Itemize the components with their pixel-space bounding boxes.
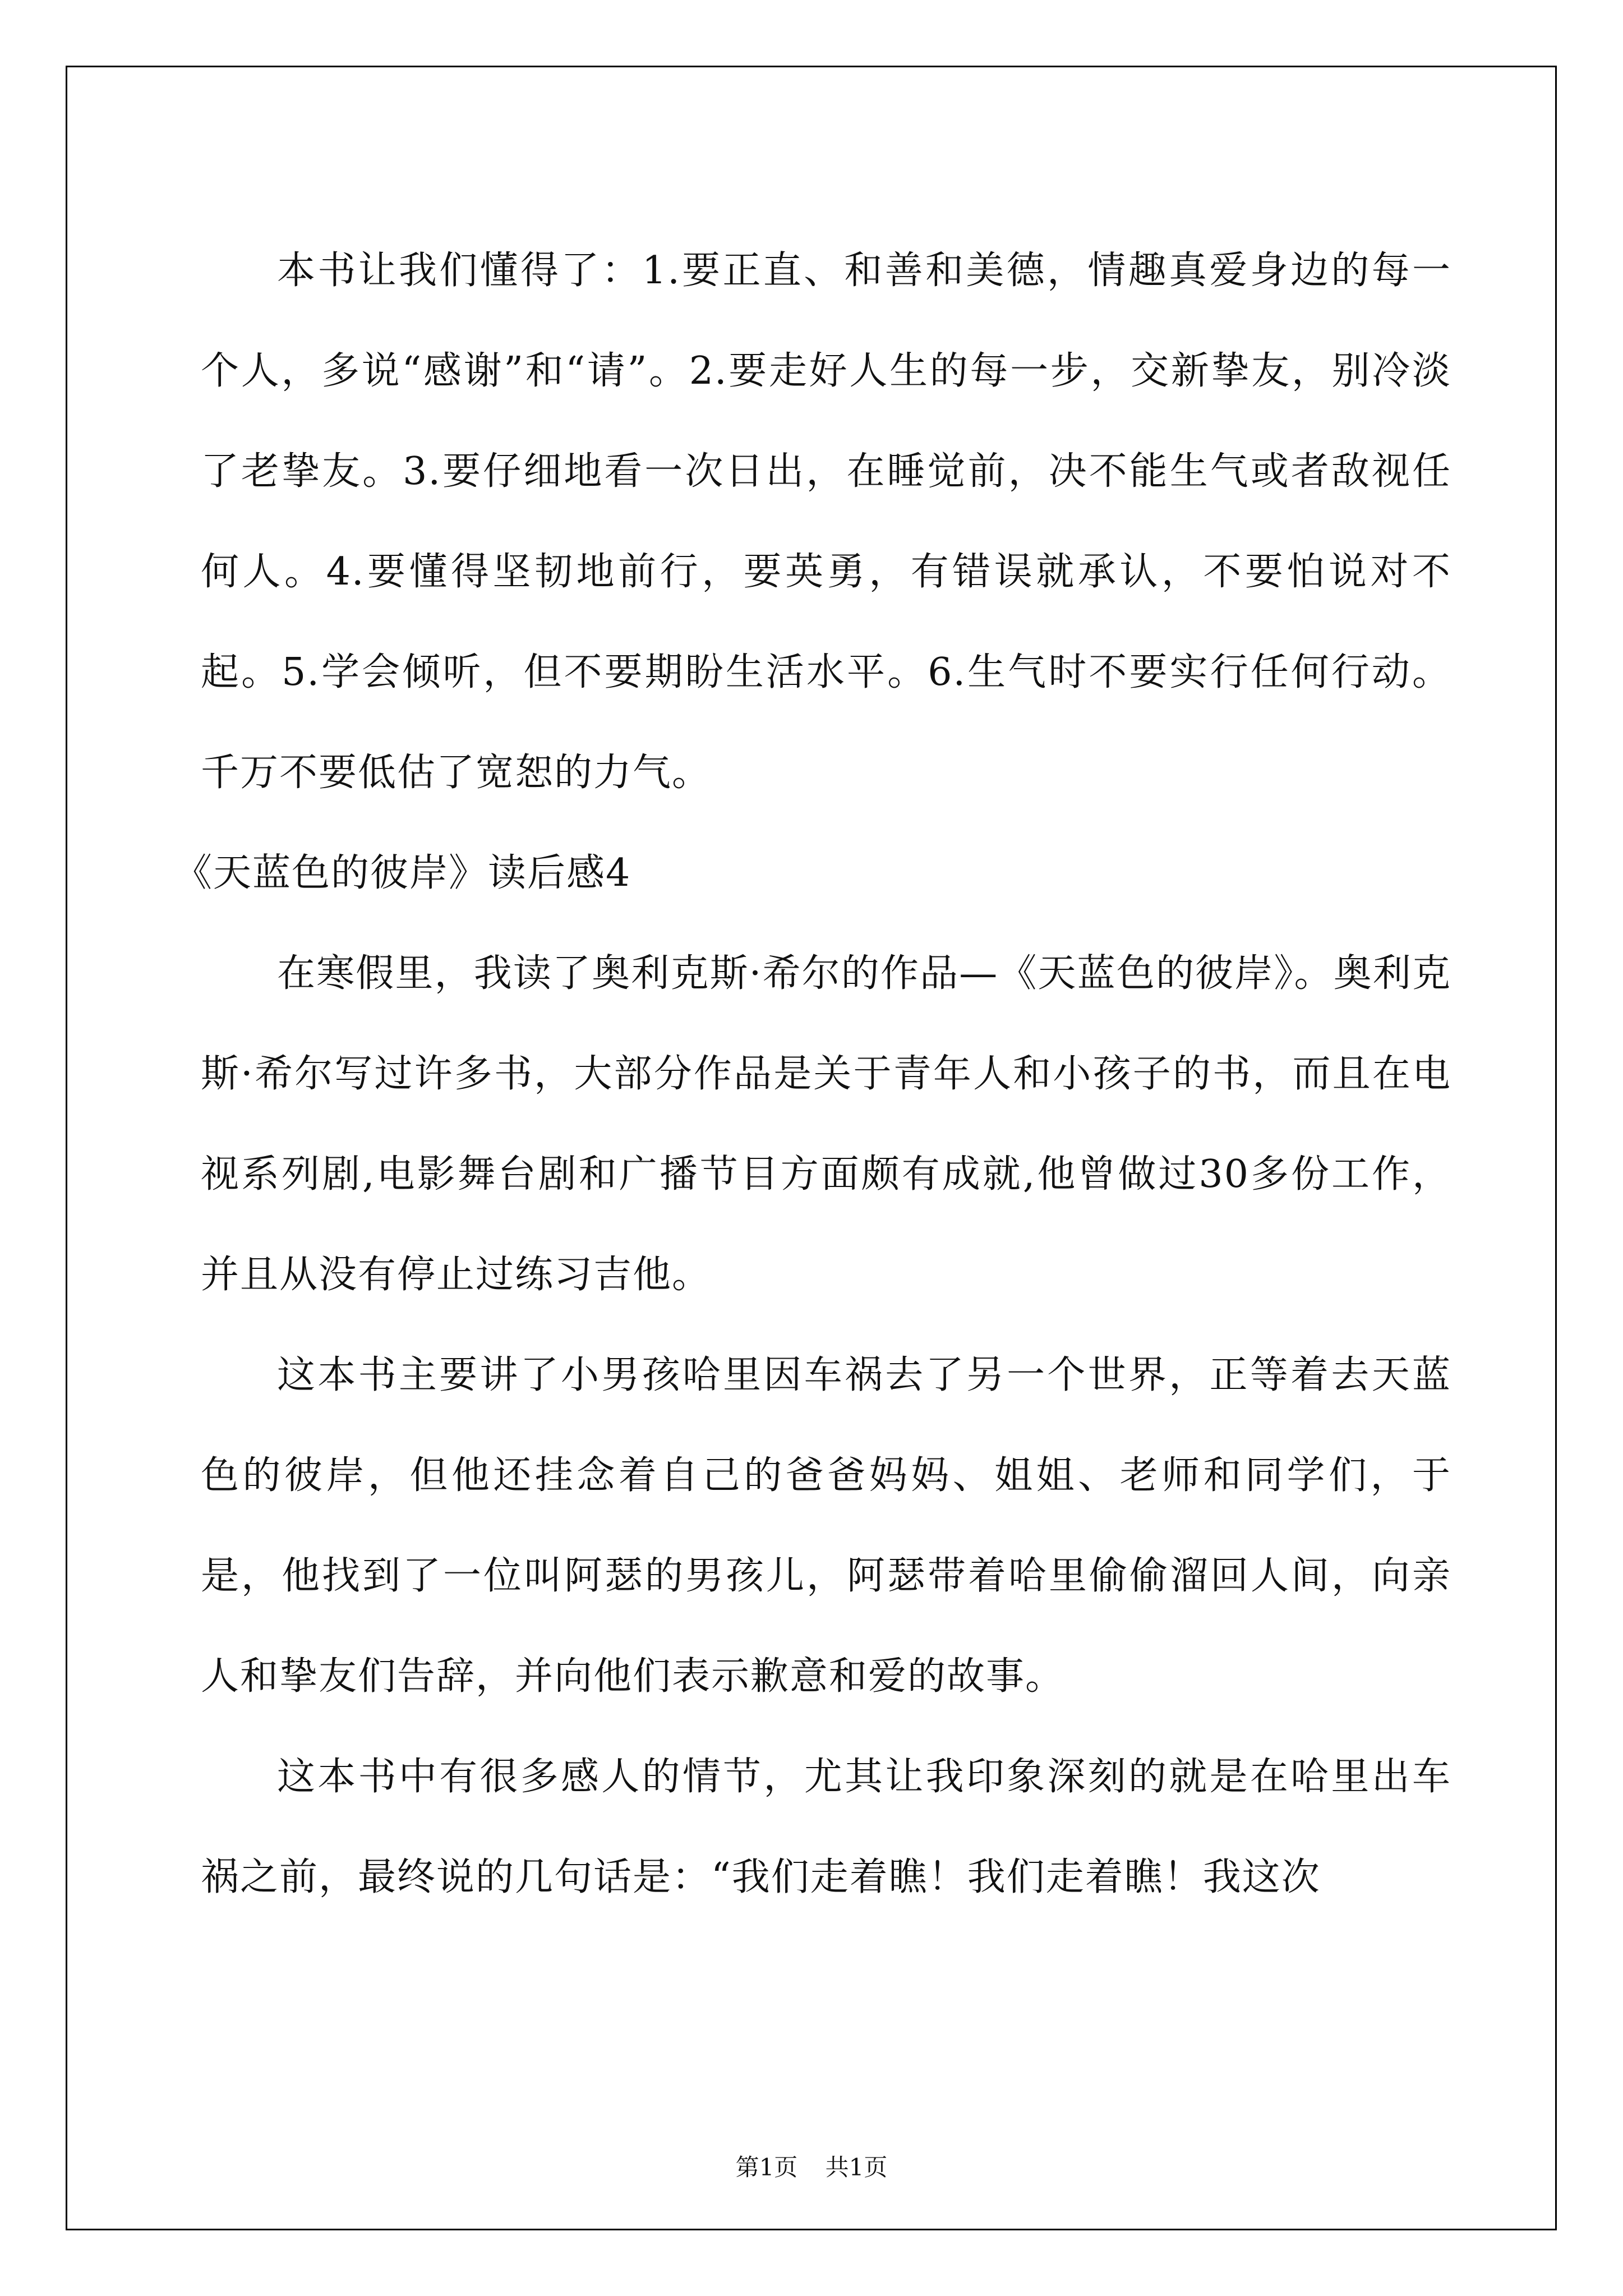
paragraph-touching-plot: 这本书中有很多感人的情节，尤其让我印象深刻的就是在哈里出车祸之前，最终说的几句话是：“我们走着瞧！我们走着瞧！我这次 xyxy=(201,1755,1451,1899)
page-footer xyxy=(0,2151,1623,2184)
paragraph-author-intro: 在寒假里，我读了奥利克斯·希尔的作品—《天蓝色的彼岸》。奥利克斯·希尔写过许多书，大部分作品是关于青年人和小孩子的书，而且在电视系列剧,电影舞台剧和广播节目方面颇有成就,他曾做过30多份工作，并且从没有停止过练习吉他。 xyxy=(201,951,1451,1297)
section-heading: 《天蓝色的彼岸》读后感4 xyxy=(174,851,631,895)
page-number: 第1页 xyxy=(735,2154,798,2181)
page-total: 共1页 xyxy=(825,2154,888,2181)
paragraph-lessons: 本书让我们懂得了：1.要正直、和善和美德，情趣真爱身边的每一个人，多说“感谢”和“请”。2.要走好人生的每一步，交新挚友，别冷淡了老挚友。3.要仔细地看一次日出，在睡觉前，决不能生气或者敌视任何人。4.要懂得坚韧地前行，要英勇，有错误就承认，不要怕说对不起。5.学会倾听，但不要期盼生活水平。6.生气时不要实行任何行动。千万不要低估了宽恕的力气。 xyxy=(201,249,1451,795)
document-body xyxy=(174,220,1451,1927)
paragraph-story-summary: 这本书主要讲了小男孩哈里因车祸去了另一个世界，正等着去天蓝色的彼岸，但他还挂念着自己的爸爸妈妈、姐姐、老师和同学们，于是，他找到了一位叫阿瑟的男孩儿，阿瑟带着哈里偷偷溜回人间，向亲人和挚友们告辞，并向他们表示歉意和爱的故事。 xyxy=(201,1353,1451,1699)
